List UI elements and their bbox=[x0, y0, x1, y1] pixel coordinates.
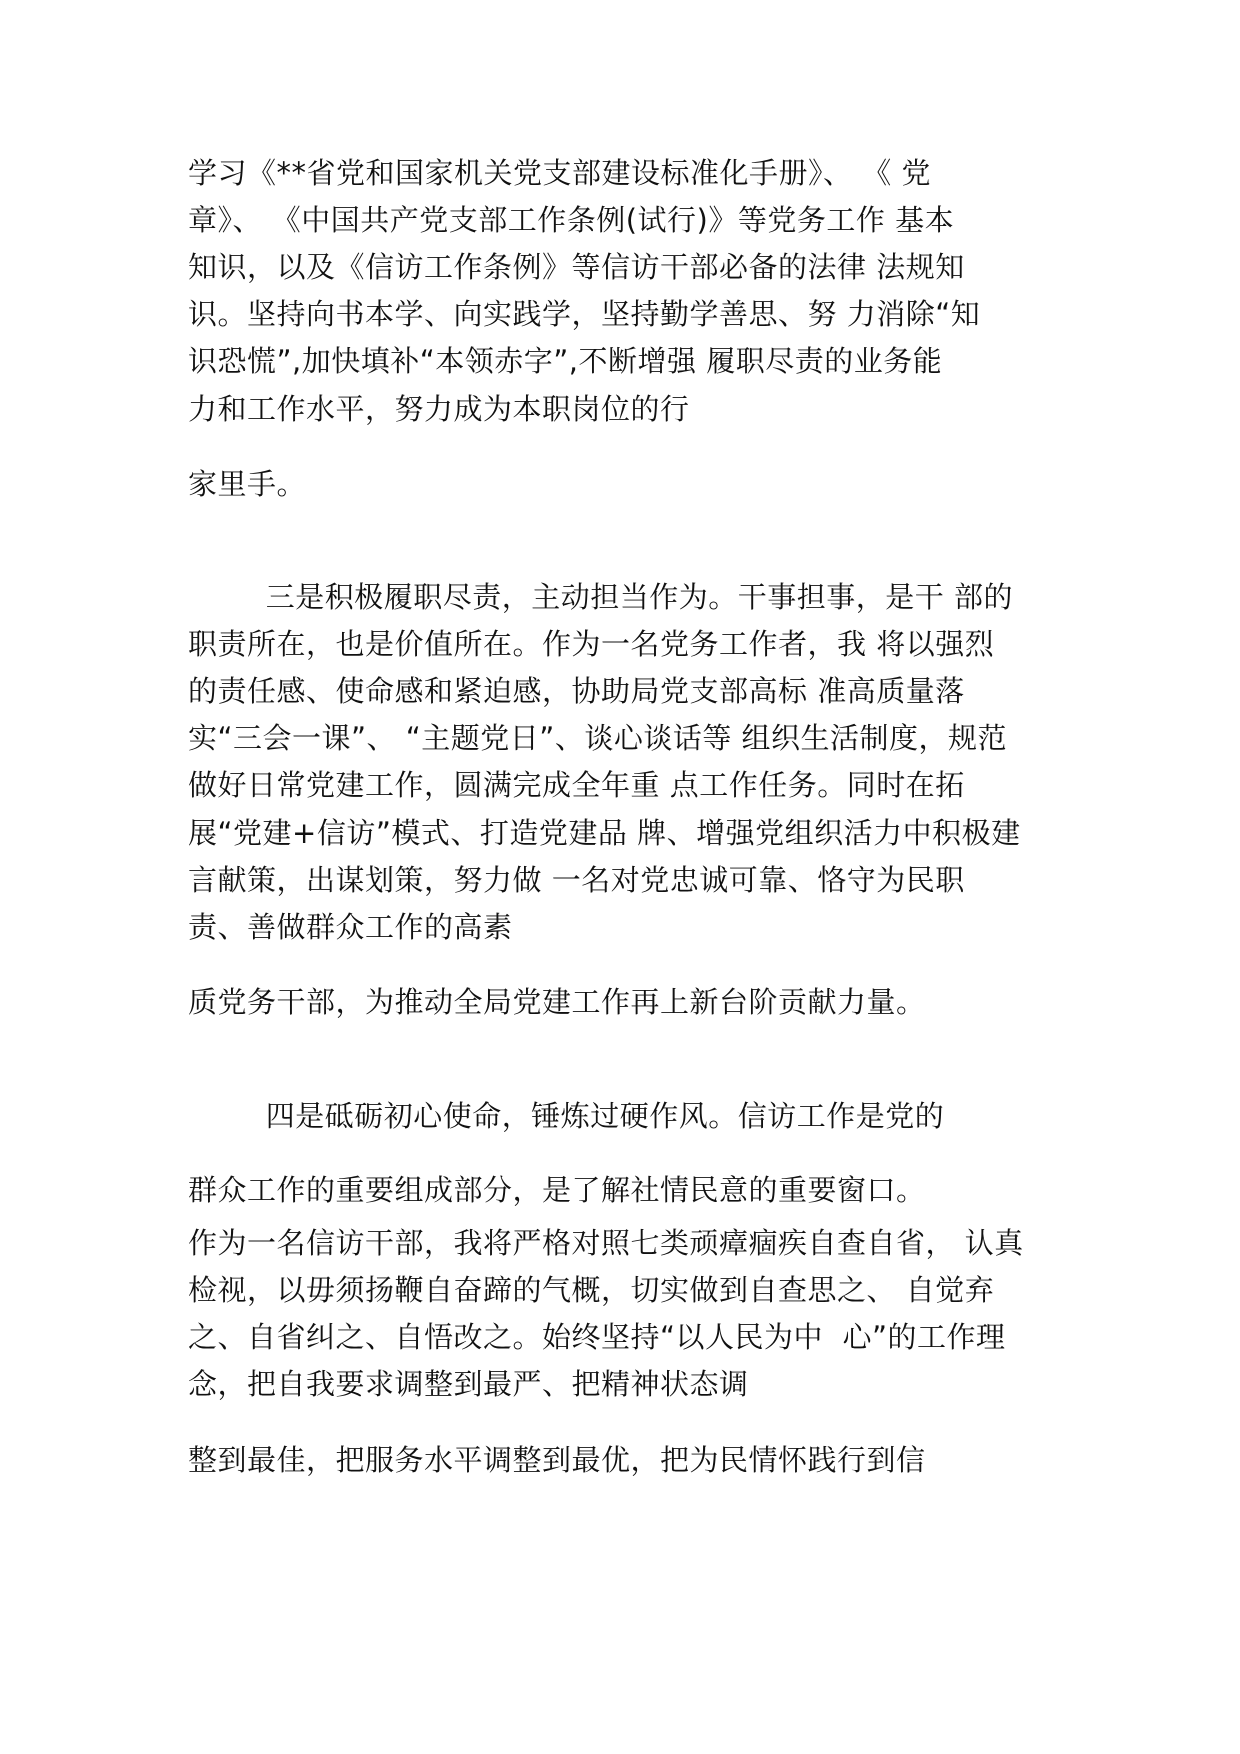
text-line: 职责所在，也是价值所在。作为一名党务工作者，我 将以强烈 bbox=[188, 627, 995, 661]
text-line: 质党务干部，为推动全局党建工作再上新台阶贡献力量。 bbox=[188, 985, 926, 1019]
text-line: 做好日常党建工作，圆满完成全年重 点工作任务。同时在拓 bbox=[188, 768, 965, 802]
text-line: 检视，以毋须扬鞭自奋蹄的气概，切实做到自查思之、 自觉弃 bbox=[188, 1273, 995, 1307]
text-line: 展“党建+信访”模式、打造党建品 牌、增强党组织活力中积极建 bbox=[188, 816, 1021, 850]
text-line: 整到最佳，把服务水平调整到最优，把为民情怀践行到信 bbox=[188, 1443, 926, 1477]
paragraph-4-line: 四是砥砺初心使命，锤炼过硬作风。信访工作是党的 bbox=[188, 1099, 945, 1133]
text-line: 章》、 《中国共产党支部工作条例(试行)》等党务工作 基本 bbox=[188, 203, 955, 237]
text-line: 实“三会一课”、 “主题党日”、谈心谈话等 组织生活制度，规范 bbox=[188, 721, 1008, 755]
text-line: 识。坚持向书本学、向实践学，坚持勤学善思、努 力消除“知 bbox=[188, 297, 981, 331]
text-line: 念，把自我要求调整到最严、把精神状态调 bbox=[188, 1367, 749, 1401]
text-line: 言献策，出谋划策，努力做 一名对党忠诚可靠、恪守为民职 bbox=[188, 863, 965, 897]
text-line: 力和工作水平，努力成为本职岗位的行 bbox=[188, 392, 690, 426]
text-line: 识恐慌”,加快填补“本领赤字”,不断增强 履职尽责的业务能 bbox=[188, 344, 943, 378]
text-line: 之、自省纠之、自悟改之。始终坚持“以人民为中 心”的工作理 bbox=[188, 1320, 1006, 1354]
text-line: 知识，以及《信访工作条例》等信访干部必备的法律 法规知 bbox=[188, 250, 965, 284]
text-line: 的责任感、使命感和紧迫感，协助局党支部高标 准高质量落 bbox=[188, 674, 965, 708]
text-line: 作为一名信访干部，我将严格对照七类顽瘴痼疾自查自省， 认真 bbox=[188, 1226, 1024, 1260]
paragraph-3-line: 三是积极履职尽责，主动担当作为。干事担事，是干 部的 bbox=[188, 580, 1013, 614]
text-line: 责、善做群众工作的高素 bbox=[188, 910, 513, 944]
text-line: 家里手。 bbox=[188, 467, 307, 501]
text-line: 群众工作的重要组成部分，是了解社情民意的重要窗口。 bbox=[188, 1173, 926, 1207]
text-line: 学习《**省党和国家机关党支部建设标准化手册》、 《 党 bbox=[188, 156, 931, 190]
